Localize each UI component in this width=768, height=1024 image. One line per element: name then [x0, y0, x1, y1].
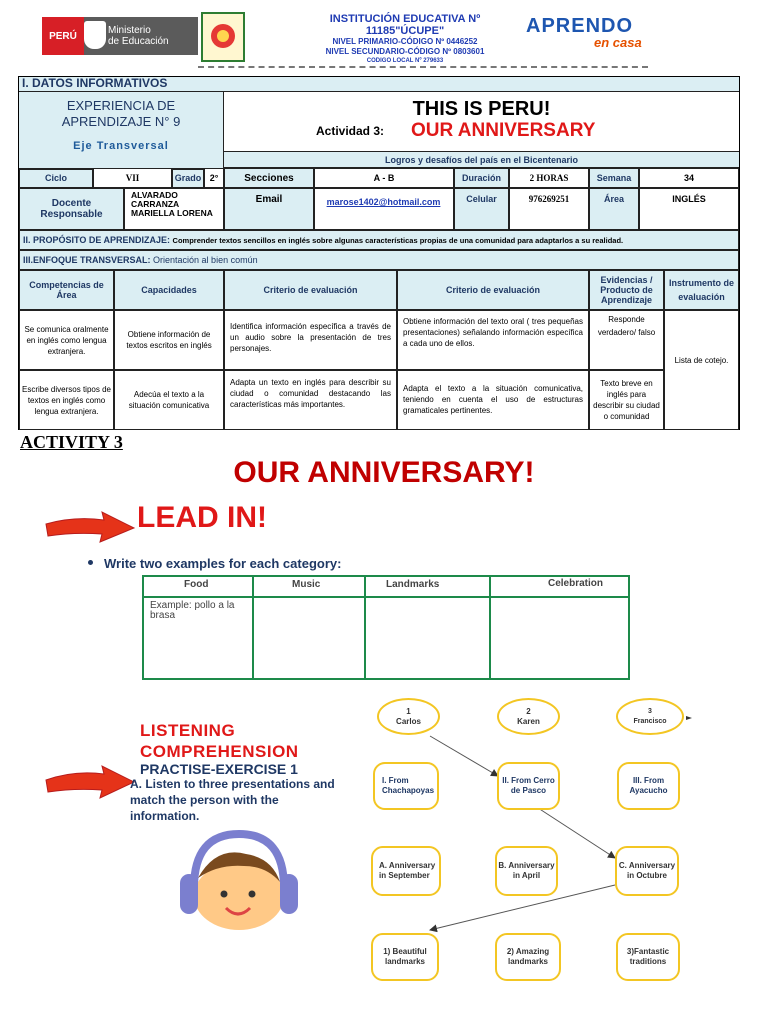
row1-capacidad: Obtiene información de textos escritos en inglés: [114, 310, 224, 370]
arrow-icon: [44, 510, 136, 544]
school-logo: [201, 12, 245, 62]
grid-header-music: Music: [292, 579, 321, 590]
experiencia-title: EXPERIENCIA DE APRENDIZAJE N° 9: [61, 97, 181, 129]
proposito-value: Comprender textos sencillos en inglés sobre algunas características propias de una comunidad para adaptarlos a su realidad.: [172, 236, 624, 245]
grid-header-food: Food: [184, 579, 209, 590]
area-label: Área: [589, 188, 639, 230]
row2-criterio2: Adapta el texto a la situación comunicativa, teniendo en cuenta el uso de estructuras gramaticales pertinentes.: [397, 370, 589, 430]
actividad-label: Actividad 3:: [316, 124, 385, 138]
enfoque-label: III.ENFOQUE TRANSVERSAL:: [23, 255, 151, 265]
docente-value: ALVARADO CARRANZA MARIELLA LORENA: [124, 188, 224, 230]
row1-criterio2: Obtiene información del texto oral ( tres pequeñas presentaciones) señalando información específica a cada uno de ellos.: [397, 310, 589, 370]
row2-criterio1: Adapta un texto en inglés para describir su ciudad o comunidad destacando las características más importantes.: [224, 370, 397, 430]
place-cerro-de-pasco: II. From Cerro de Pasco: [497, 762, 560, 810]
person-carlos: 1 Carlos: [377, 698, 440, 735]
secciones-value: A - B: [314, 168, 454, 188]
person-francisco: 3 Francisco: [616, 698, 684, 735]
grid-col-line: [364, 577, 366, 678]
celular-label: Celular: [454, 188, 509, 230]
header-instrumento: Instrumento de evaluación: [664, 270, 739, 310]
secciones-label: Secciones: [224, 168, 314, 188]
email-link[interactable]: marose1402@hotmail.com: [314, 188, 454, 230]
email-label: Email: [224, 188, 314, 230]
row2-competencia: Escribe diversos tipos de textos en inglés como lengua extranjera.: [19, 370, 114, 430]
practise-heading: PRACTISE-EXERCISE 1: [140, 761, 298, 777]
person-karen: 2 Karen: [497, 698, 560, 735]
ministerio-text: Ministerio de Educación: [108, 25, 169, 47]
enfoque-value: Orientación al bien común: [153, 255, 258, 265]
aprendo-en-casa-logo: APRENDO en casa: [526, 15, 642, 50]
write-instruction: Write two examples for each category:: [104, 556, 342, 571]
eje-transversal: Eje Transversal: [73, 139, 169, 152]
header-criterio-2: Criterio de evaluación: [397, 270, 589, 310]
row1-evidencia: Responde verdadero/ falso: [589, 310, 664, 370]
instrumento-value: Lista de cotejo.: [664, 310, 739, 430]
row1-criterio1: Identifica información específica a través de un audio sobre la presentación de tres personajes.: [224, 310, 397, 370]
place-chachapoyas: I. From Chachapoyas: [373, 762, 439, 810]
grid-header-landmarks: Landmarks: [386, 579, 440, 590]
anniversary-april: B. Anniversary in April: [495, 846, 558, 896]
secundario-code: NIVEL SECUNDARIO-CÓDIGO Nº 0803601: [325, 47, 485, 56]
row2-capacidad: Adecúa el texto a la situación comunicativa: [114, 370, 224, 430]
row1-competencia: Se comunica oralmente en inglés como lengua extranjera.: [19, 310, 114, 370]
enfoque-row: [19, 250, 739, 270]
proposito-label: II. PROPÓSITO DE APRENDIZAJE:: [23, 235, 171, 245]
docente-label: Docente Responsable: [19, 188, 124, 230]
ciclo-value: VII: [93, 168, 172, 188]
header-capacidades: Capacidades: [114, 270, 224, 310]
school-header: [290, 13, 520, 71]
section-datos-informativos: I. DATOS INFORMATIVOS: [19, 77, 739, 92]
header-evidencias: Evidencias / Producto de Aprendizaje: [589, 270, 664, 310]
grid-col-line: [489, 577, 491, 678]
area-value: INGLÉS: [639, 188, 739, 230]
grado-value: 2°: [204, 168, 224, 188]
this-is-peru: THIS IS PERU!: [412, 98, 551, 120]
anniversary-octubre: C. Anniversary in Octubre: [615, 846, 679, 896]
arrow-icon: [44, 764, 136, 800]
local-code: CODIGO LOCAL Nº 279633: [366, 58, 444, 64]
row2-evidencia: Texto breve en inglés para describir su ciudad o comunidad: [589, 370, 664, 430]
place-ayacucho: III. From Ayacucho: [617, 762, 680, 810]
grid-header-celebration: Celebration: [548, 578, 604, 589]
lead-in-heading: LEAD IN!: [137, 501, 267, 534]
grid-header-line: [144, 596, 628, 598]
duracion-label: Duración: [454, 168, 509, 188]
header-competencias: Competencias de Área: [19, 270, 114, 310]
experiencia-cell: [19, 92, 224, 170]
grid-example: Example: pollo a la brasa: [150, 600, 235, 621]
duracion-value: 2 HORAS: [509, 168, 589, 188]
shield-icon: [84, 21, 106, 49]
semana-label: Semana: [589, 168, 639, 188]
school-name: INSTITUCIÓN EDUCATIVA Nº 11185"ÚCUPE": [329, 13, 481, 37]
celular-value: 976269251: [509, 188, 589, 230]
semana-value: 34: [639, 168, 739, 188]
category-grid: [142, 575, 630, 680]
datos-table: [18, 76, 740, 430]
activity-heading: ACTIVITY 3: [20, 432, 123, 452]
feature-amazing-landmarks: 2) Amazing landmarks: [495, 933, 561, 981]
divider: [198, 66, 648, 68]
feature-beautiful-landmarks: 1) Beautiful landmarks: [371, 933, 439, 981]
activity-title: OUR ANNIVERSARY!: [233, 456, 535, 489]
header-criterio-1: Criterio de evaluación: [224, 270, 397, 310]
primario-code: NIVEL PRIMARIO-CÓDIGO Nº 0446252: [332, 37, 478, 46]
logros: Logros y desafíos del país en el Bicentenario: [224, 152, 739, 168]
grado-label: Grado: [172, 168, 204, 188]
headphones-child-icon: [176, 828, 302, 932]
actividad-title: OUR ANNIVERSARY: [411, 120, 596, 141]
grid-col-line: [252, 577, 254, 678]
title-cell: [224, 92, 739, 152]
proposito-row: [19, 230, 739, 250]
ciclo-label: Ciclo: [19, 168, 93, 188]
peru-label: PERÚ: [42, 17, 84, 55]
listening-instruction: A. Listen to three presentations and match the person with the information.: [130, 777, 335, 823]
listening-heading: LISTENING COMPREHENSION: [140, 721, 299, 761]
feature-fantastic-traditions: 3)Fantastic traditions: [616, 933, 680, 981]
anniversary-september: A. Anniversary in September: [371, 846, 441, 896]
bullet-icon: [88, 560, 93, 565]
